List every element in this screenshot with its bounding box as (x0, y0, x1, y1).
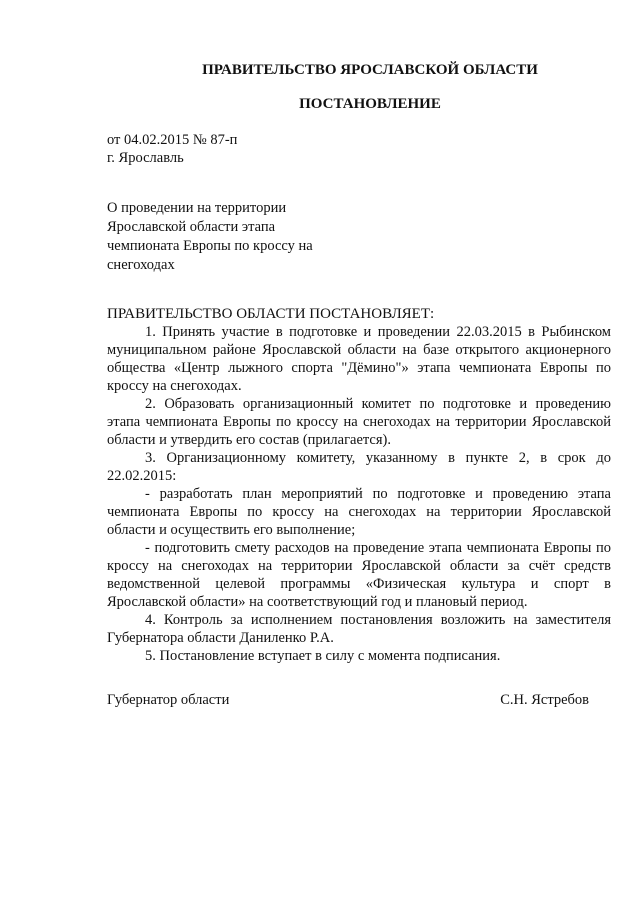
item-5: 5. Постановление вступает в силу с момента подписания. (145, 648, 501, 664)
item-3-subitem-1: - разработать план мероприятий по подготовке и проведению этапа чемпионата Европы по кроссу на снегоходах на территории Ярославской области и осуществить его выполнение; (107, 486, 611, 538)
item-3-subitem-2: - подготовить смету расходов на проведение этапа чемпионата Европы по кроссу на снегоходах на территории Ярославской области за счёт средств ведомственной целевой программы «Физическая культура и спорт в Ярославской области» на соответствующий год и плановый период. (107, 540, 611, 610)
item-1: 1. Принять участие в подготовке и проведении 22.03.2015 в Рыбинском муниципальном районе Ярославской области на базе открытого акционерного общества «Центр лыжного спорта "Дёмино"» этапа чемпионата Европы по кроссу на снегоходах. (107, 324, 611, 394)
document-body (107, 305, 611, 665)
document-type-title: ПОСТАНОВЛЕНИЕ (299, 96, 441, 112)
decree-title: ПРАВИТЕЛЬСТВО ОБЛАСТИ ПОСТАНОВЛЯЕТ: (107, 306, 435, 322)
subject-line: снегоходах (107, 257, 175, 273)
subject-line: чемпионата Европы по кроссу на (107, 238, 313, 254)
city: г. Ярославль (107, 150, 184, 166)
date-number: от 04.02.2015 № 87-п (107, 132, 238, 148)
signature-block (107, 691, 589, 709)
document-meta (107, 131, 237, 167)
subject-line: О проведении на территории (107, 200, 287, 216)
item-4: 4. Контроль за исполнением постановления возложить на заместителя Губернатора области Даниленко Р.А. (107, 612, 611, 646)
signatory-name: С.Н. Ястребов (500, 692, 589, 708)
document-subject (107, 199, 367, 275)
item-3: 3. Организационному комитету, указанному в пункте 2, в срок до 22.02.2015: (107, 450, 611, 484)
organization-title: ПРАВИТЕЛЬСТВО ЯРОСЛАВСКОЙ ОБЛАСТИ (202, 62, 538, 78)
signatory-position: Губернатор области (107, 692, 230, 708)
subject-line: Ярославской области этапа (107, 219, 276, 235)
item-2: 2. Образовать организационный комитет по подготовке и проведению этапа чемпионата Европы по кроссу на снегоходах на территории Ярославской области и утвердить его состав (прилагается). (107, 396, 611, 448)
